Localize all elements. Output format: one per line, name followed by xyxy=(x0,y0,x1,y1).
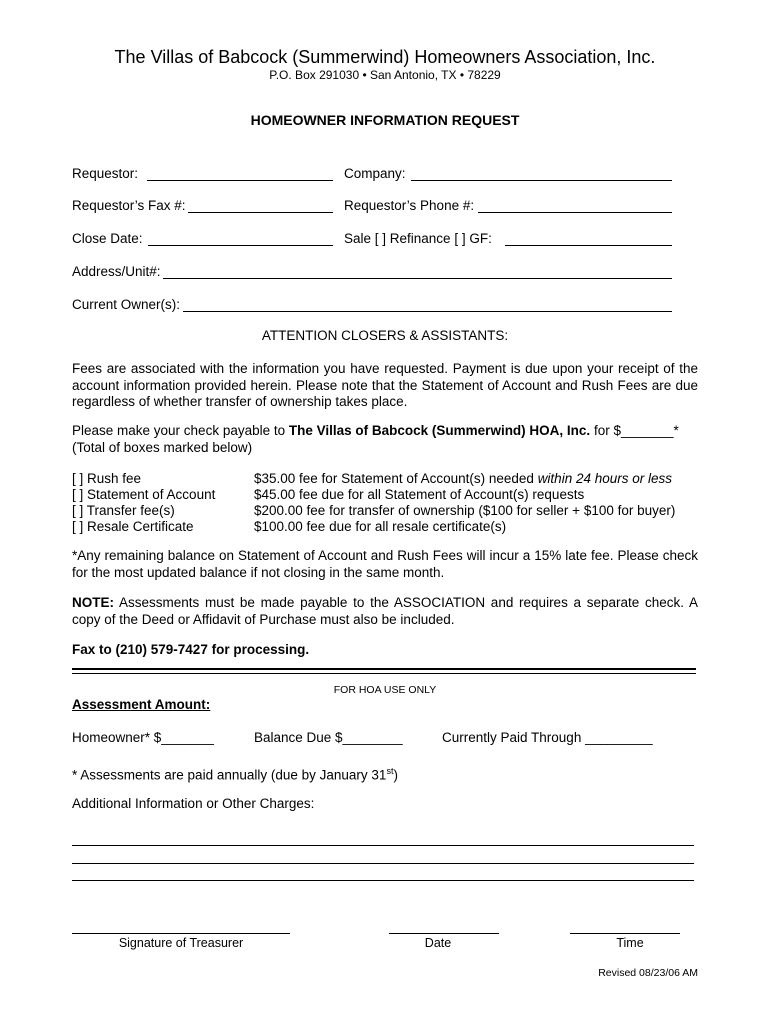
fee-desc-rush xyxy=(254,471,672,487)
time-signature-line[interactable] xyxy=(570,933,680,934)
note-paragraph xyxy=(72,595,698,628)
annual-note-suffix: ) xyxy=(393,767,398,783)
homeowner-amount: Homeowner* $_______ xyxy=(72,730,214,745)
note-label: NOTE: xyxy=(72,595,114,610)
assessment-amount-heading: Assessment Amount: xyxy=(72,697,211,712)
requestor-phone-field[interactable] xyxy=(478,212,672,213)
association-address: P.O. Box 291030 • San Antonio, TX • 78229 xyxy=(269,68,501,82)
fees-paragraph: Fees are associated with the information you have requested. Payment is due upon your receipt of the account information provided herein. Please note that the Statement of Account and Rush Fees are due regardless of whether transfer of ownership takes place. xyxy=(72,361,698,409)
form-title: HOMEOWNER INFORMATION REQUEST xyxy=(250,112,520,128)
fee-item-resale[interactable]: [ ] Resale Certificate xyxy=(72,519,194,534)
company-field[interactable] xyxy=(411,180,672,181)
fax-instruction: Fax to (210) 579-7427 for processing. xyxy=(72,642,310,657)
hoa-use-label: FOR HOA USE ONLY xyxy=(333,684,437,696)
address-unit-field[interactable] xyxy=(163,278,672,279)
fee-desc-resale: $100.00 fee due for all resale certificate(s) xyxy=(254,519,507,534)
company-label: Company: xyxy=(344,166,406,181)
revised-date: Revised 08/23/06 AM xyxy=(598,967,698,979)
annual-assessment-note xyxy=(72,763,398,784)
time-label: Time xyxy=(616,936,644,950)
fee-desc-statement: $45.00 fee due for all Statement of Account(s) requests xyxy=(254,487,585,502)
note-text: Assessments must be made payable to the ASSOCIATION and requires a separate check. A copy of the Deed or Affidavit of Purchase must also be included. xyxy=(72,595,698,627)
date-label: Date xyxy=(424,936,452,950)
balance-due: Balance Due $________ xyxy=(254,730,403,745)
current-owners-label: Current Owner(s): xyxy=(72,297,181,312)
annual-note-prefix: * Assessments are paid annually (due by January 31 xyxy=(72,767,387,783)
fee-desc-rush-text: $35.00 fee for Statement of Account(s) needed xyxy=(254,471,538,486)
date-signature-line[interactable] xyxy=(389,933,499,934)
address-unit-label: Address/Unit#: xyxy=(72,264,161,279)
requestor-phone-label: Requestor’s Phone #: xyxy=(344,198,475,213)
late-fee-paragraph: *Any remaining balance on Statement of Account and Rush Fees will incur a 15% late fee. Please check for the most updated balance if not closing in the same month. xyxy=(72,548,698,580)
fee-desc-transfer: $200.00 fee for transfer of ownership ($100 for seller + $100 for buyer) xyxy=(254,503,676,518)
additional-info-line-2[interactable] xyxy=(72,863,694,864)
fee-item-rush[interactable]: [ ] Rush fee xyxy=(72,471,142,486)
currently-paid-through: Currently Paid Through _________ xyxy=(442,730,653,745)
current-owners-field[interactable] xyxy=(183,311,672,312)
additional-info-line-1[interactable] xyxy=(72,845,694,846)
attention-heading: ATTENTION CLOSERS & ASSISTANTS: xyxy=(261,328,509,343)
additional-info-line-3[interactable] xyxy=(72,880,694,881)
payable-prefix: Please make your check payable to xyxy=(72,423,289,438)
payable-suffix: for $_______* xyxy=(590,423,679,438)
close-date-field[interactable] xyxy=(148,245,333,246)
payable-paragraph xyxy=(72,423,698,456)
gf-field[interactable] xyxy=(505,245,672,246)
requestor-fax-field[interactable] xyxy=(188,212,333,213)
sale-refinance-label: Sale [ ] Refinance [ ] GF: xyxy=(344,231,492,246)
payable-payee: The Villas of Babcock (Summerwind) HOA, Inc. xyxy=(288,423,591,438)
close-date-label: Close Date: xyxy=(72,231,143,246)
annual-note-sup: st xyxy=(386,766,394,776)
requestor-fax-label: Requestor’s Fax #: xyxy=(72,198,186,213)
requestor-field[interactable] xyxy=(147,180,333,181)
treasurer-signature-label: Signature of Treasurer xyxy=(118,936,244,950)
fee-desc-rush-italic: within 24 hours or less xyxy=(537,471,673,486)
additional-info-label: Additional Information or Other Charges: xyxy=(72,796,315,811)
fee-item-statement[interactable]: [ ] Statement of Account xyxy=(72,487,216,502)
divider-bottom xyxy=(72,673,696,674)
association-title: The Villas of Babcock (Summerwind) Homeowners Association, Inc. xyxy=(114,47,656,67)
payable-note: (Total of boxes marked below) xyxy=(72,439,253,455)
requestor-label: Requestor: xyxy=(72,166,139,181)
divider-top xyxy=(72,668,696,670)
treasurer-signature-line[interactable] xyxy=(72,933,290,934)
fee-item-transfer[interactable]: [ ] Transfer fee(s) xyxy=(72,503,175,518)
